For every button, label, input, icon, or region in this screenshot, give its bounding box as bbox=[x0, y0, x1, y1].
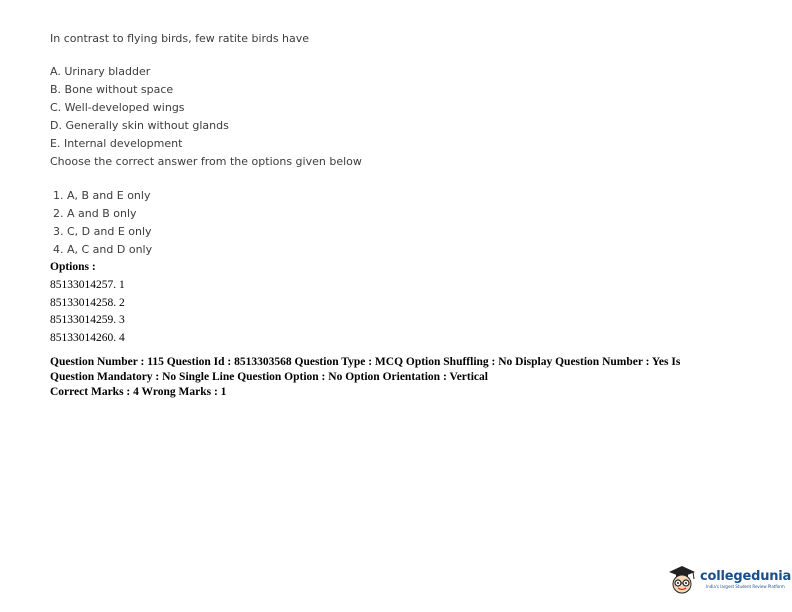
collegedunia-logo bbox=[666, 563, 791, 597]
option-id-1: 85133014257. 1 bbox=[50, 279, 125, 291]
meta-line-3: Correct Marks : 4 Wrong Marks : 1 bbox=[50, 386, 227, 398]
logo-tagline: India's largest Student Review Platform bbox=[706, 584, 785, 589]
instruction-text: Choose the correct answer from the options given below bbox=[50, 155, 362, 168]
answer-choice-list bbox=[53, 187, 362, 259]
options-section bbox=[50, 259, 362, 347]
answer-choice-2: 2. A and B only bbox=[53, 207, 137, 220]
logo-name: collegedunia bbox=[700, 569, 792, 584]
options-title: Options : bbox=[50, 261, 96, 273]
meta-line-1: Question Number : 115 Question Id : 8513303568 Question Type : MCQ Option Shuffling : No Display Question Number : Yes Is bbox=[50, 356, 681, 368]
statement-d: D. Generally skin without glands bbox=[50, 119, 229, 132]
statement-b: B. Bone without space bbox=[50, 83, 174, 96]
logo-text bbox=[700, 570, 791, 590]
answer-choice-3: 3. C, D and E only bbox=[53, 225, 152, 238]
statement-list bbox=[50, 63, 362, 153]
meta-line-2: Question Mandatory : No Single Line Question Option : No Option Orientation : Vertical bbox=[50, 371, 488, 383]
question-text: In contrast to flying birds, few ratite birds have bbox=[50, 32, 310, 45]
question-meta bbox=[50, 355, 750, 400]
answer-choice-4: 4. A, C and D only bbox=[53, 243, 153, 256]
option-id-2: 85133014258. 2 bbox=[50, 296, 125, 309]
statement-e: E. Internal development bbox=[50, 137, 183, 150]
statement-c: C. Well-developed wings bbox=[50, 101, 185, 114]
answer-choice-1: 1. A, B and E only bbox=[53, 189, 151, 202]
statement-a: A. Urinary bladder bbox=[50, 65, 151, 78]
graduate-mascot-icon bbox=[666, 563, 698, 597]
option-id-3: 85133014259. 3 bbox=[50, 314, 125, 326]
option-id-4: 85133014260. 4 bbox=[50, 331, 125, 344]
option-id-list bbox=[50, 277, 362, 347]
question-block bbox=[50, 30, 362, 347]
